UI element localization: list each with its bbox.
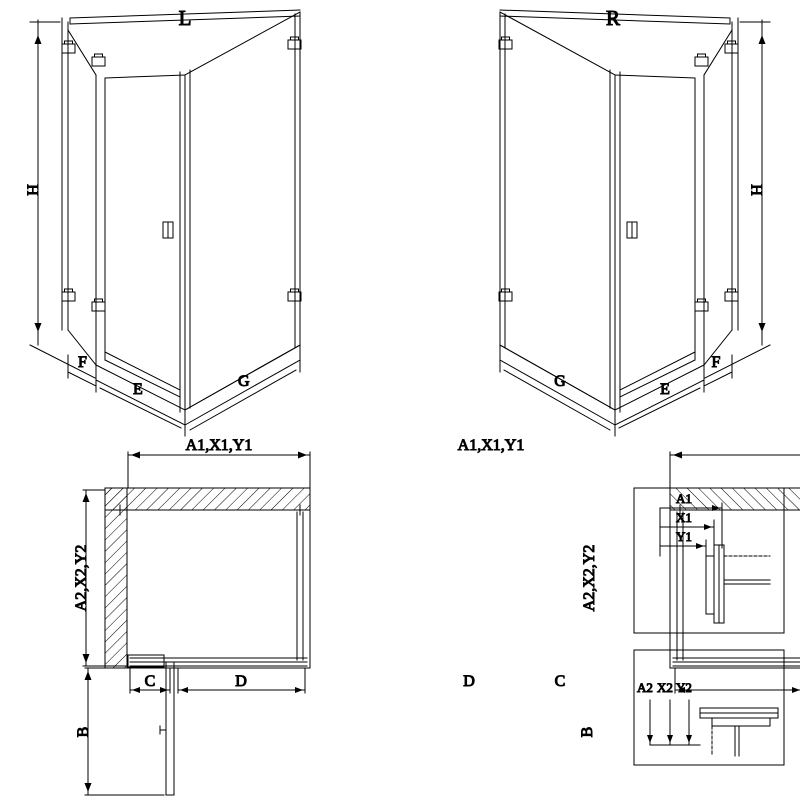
plan-view-left xyxy=(73,437,310,795)
detail-dim-x2: X2 xyxy=(657,680,673,695)
dim-g-right: G xyxy=(554,373,566,390)
dim-a1x1y1-right: A1,X1,Y1 xyxy=(457,437,525,454)
dim-h-right: H xyxy=(749,184,766,196)
iso-view-right xyxy=(499,10,770,436)
dim-b-right: B xyxy=(579,726,596,738)
detail-dim-a1: A1 xyxy=(676,491,692,506)
dim-e-right: E xyxy=(660,381,670,398)
dim-c-left: C xyxy=(144,673,156,690)
dim-c-right: C xyxy=(554,673,566,690)
dim-f-left: F xyxy=(78,354,87,371)
view-label-left: L xyxy=(178,6,192,30)
dim-h-left: H xyxy=(25,184,42,196)
dim-e-left: E xyxy=(133,381,143,398)
dim-d-left: D xyxy=(235,673,247,690)
dim-b-left: B xyxy=(75,726,92,738)
dim-d-right: D xyxy=(463,673,475,690)
dim-a2x2y2-left: A2,X2,Y2 xyxy=(73,544,90,612)
detail-dim-x1: X1 xyxy=(676,510,692,525)
dim-a1x1y1-left: A1,X1,Y1 xyxy=(185,437,253,454)
detail-dim-y2: Y2 xyxy=(676,680,692,695)
iso-view-left xyxy=(25,6,301,436)
detail-dim-a2: A2 xyxy=(637,680,653,695)
dim-g-left: G xyxy=(238,373,250,390)
view-label-right: R xyxy=(605,6,621,30)
detail-dim-y1: Y1 xyxy=(676,529,692,544)
detail-view-bottom xyxy=(634,650,784,765)
dim-f-right: F xyxy=(711,354,721,371)
dim-a2x2y2-right: A2,X2,Y2 xyxy=(581,544,598,612)
